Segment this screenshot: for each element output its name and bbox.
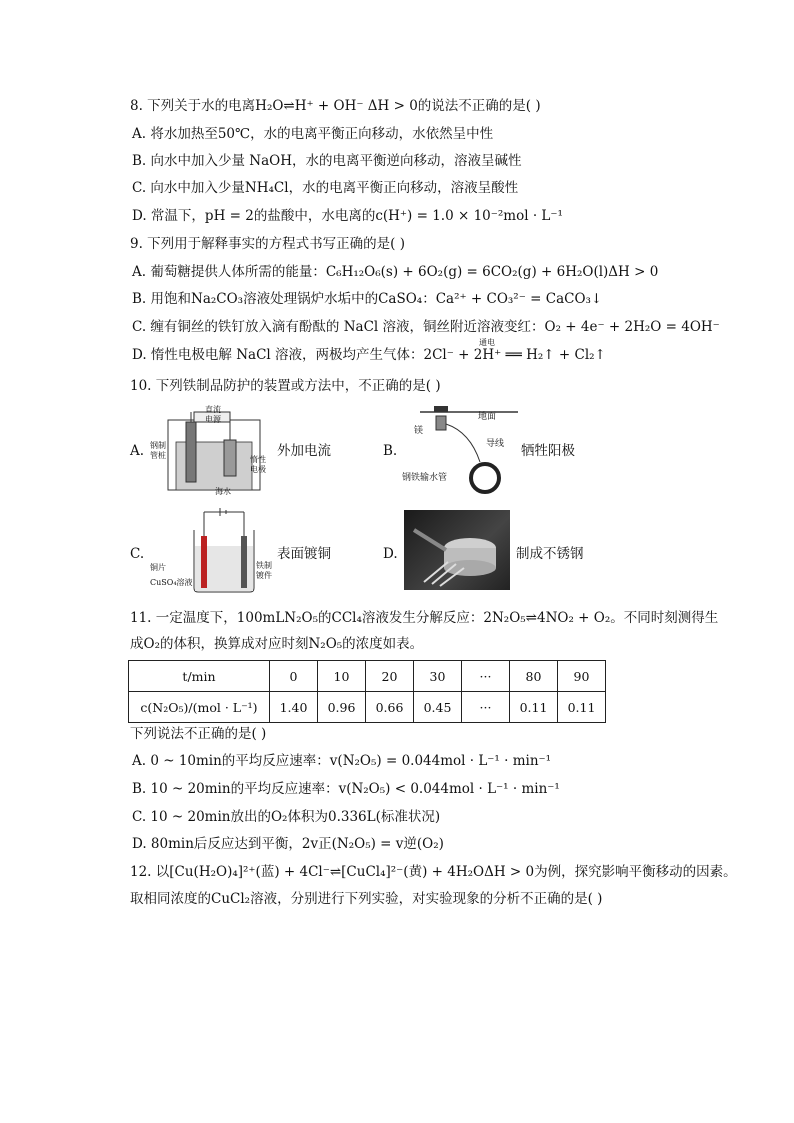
- table-cell: 0.96: [318, 692, 366, 723]
- fig-a-text-5: 惰性: [250, 455, 266, 464]
- table-row: [129, 661, 606, 692]
- table-cell: ···: [462, 661, 510, 692]
- fig-c-text-1: 铜片: [150, 563, 166, 572]
- q10-option-b-label: 牺牲阳极: [521, 443, 575, 459]
- q9-option-c: C. 缠有铜丝的铁钉放入滴有酚酞的 NaCl 溶液，铜丝附近溶液变红：O₂ + 4e⁻ + 2H₂O = 4OH⁻: [132, 319, 720, 335]
- q8-stem: 8. 下列关于水的电离H₂O⇌H⁺ + OH⁻ ΔH > 0的说法不正确的是( ): [130, 98, 541, 114]
- table-row: [129, 692, 606, 723]
- fig-a-text-3: 钢制: [150, 441, 166, 450]
- q11-option-d: D. 80min后反应达到平衡，2v正(N₂O₅) = v逆(O₂): [132, 836, 444, 852]
- fig-b-text-1: 地面: [478, 412, 497, 422]
- q12-stem-line2: 取相同浓度的CuCl₂溶液，分别进行下列实验，对实验现象的分析不正确的是( ): [130, 891, 603, 907]
- q8-option-d: D. 常温下，pH = 2的盐酸中，水电离的c(H⁺) = 1.0 × 10⁻²mol · L⁻¹: [132, 208, 563, 224]
- table-cell: ···: [462, 692, 510, 723]
- q10-option-a-label: 外加电流: [277, 443, 331, 459]
- fig-a-text-1: 直流: [205, 405, 221, 414]
- fig-c-text-4: 镀件: [256, 571, 272, 580]
- q11-stem-line2: 成O₂的体积，换算成对应时刻N₂O₅的浓度如表。: [130, 636, 424, 652]
- q11-stem-line1: 11. 一定温度下，100mLN₂O₅的CCl₄溶液发生分解反应：2N₂O₅⇌4NO₂ + O₂。不同时刻测得生: [130, 610, 719, 626]
- q9-option-a: A. 葡萄糖提供人体所需的能量：C₆H₁₂O₆(s) + 6O₂(g) = 6CO₂(g) + 6H₂O(l)ΔH > 0: [132, 264, 659, 280]
- q12-stem-line1: 12. 以[Cu(H₂O)₄]²⁺(蓝) + 4Cl⁻⇌[CuCl₄]²⁻(黄) + 4H₂OΔH > 0为例，探究影响平衡移动的因素。: [130, 864, 737, 880]
- sacrificial-anode-figure: [400, 402, 520, 502]
- fig-a-text-6: 电极: [250, 465, 266, 474]
- q10-option-d-label: 制成不锈钢: [516, 546, 584, 562]
- table-cell: 20: [366, 661, 414, 692]
- q8-option-b: B. 向水中加入少量 NaOH，水的电离平衡逆向移动，溶液呈碱性: [132, 153, 522, 169]
- q9-option-b: B. 用饱和Na₂CO₃溶液处理锅炉水垢中的CaSO₄：Ca²⁺ + CO₃²⁻ = CaCO₃↓: [132, 291, 603, 307]
- q11-sub-stem: 下列说法不正确的是( ): [130, 726, 267, 742]
- concentration-table: [128, 660, 606, 723]
- fig-a-text-4: 管桩: [150, 451, 166, 460]
- table-cell: 0.11: [510, 692, 558, 723]
- q10-option-b-letter: B.: [383, 443, 398, 459]
- fig-a-text-7: 海水: [215, 487, 231, 496]
- fig-a-text-2: 电源: [205, 415, 221, 424]
- fig-c-text-3: 铁制: [256, 561, 272, 570]
- table-cell: 0: [270, 661, 318, 692]
- table-cell: t/min: [129, 661, 270, 692]
- q11-option-c: C. 10 ~ 20min放出的O₂体积为0.336L(标准状况): [132, 809, 441, 825]
- stainless-steel-photo: [404, 510, 510, 590]
- fig-b-text-3: 导线: [486, 439, 505, 449]
- q9-d-condition: 通电: [479, 338, 495, 347]
- table-cell: 0.45: [414, 692, 462, 723]
- q10-option-c-label: 表面镀铜: [277, 546, 331, 562]
- table-cell: 10: [318, 661, 366, 692]
- q8-option-a: A. 将水加热至50℃，水的电离平衡正向移动，水依然呈中性: [132, 126, 494, 142]
- q9-option-d: D. 惰性电极电解 NaCl 溶液，两极均产生气体：2Cl⁻ + 2H⁺ ══ H₂↑ + Cl₂↑: [132, 347, 606, 363]
- q10-option-a-letter: A.: [130, 443, 145, 459]
- table-cell: 30: [414, 661, 462, 692]
- table-cell: c(N₂O₅)/(mol · L⁻¹): [129, 692, 270, 723]
- table-cell: 90: [558, 661, 606, 692]
- fig-b-text-4: 钢铁输水管: [402, 473, 448, 483]
- q11-option-b: B. 10 ~ 20min的平均反应速率：v(N₂O₅) < 0.044mol · L⁻¹ · min⁻¹: [132, 781, 560, 797]
- q10-stem: 10. 下列铁制品防护的装置或方法中，不正确的是( ): [130, 378, 441, 394]
- q9-stem: 9. 下列用于解释事实的方程式书写正确的是( ): [130, 236, 405, 252]
- q8-option-c: C. 向水中加入少量NH₄Cl，水的电离平衡正向移动，溶液呈酸性: [132, 180, 519, 196]
- fig-c-text-2: CuSO₄溶液: [150, 578, 193, 587]
- q10-option-c-letter: C.: [130, 546, 145, 562]
- q10-option-d-letter: D.: [383, 546, 398, 562]
- q11-option-a: A. 0 ~ 10min的平均反应速率：v(N₂O₅) = 0.044mol · L⁻¹ · min⁻¹: [132, 753, 552, 769]
- table-cell: 80: [510, 661, 558, 692]
- table-cell: 1.40: [270, 692, 318, 723]
- table-cell: 0.11: [558, 692, 606, 723]
- fig-b-text-2: 镁: [414, 426, 424, 436]
- copper-plating-figure: [180, 506, 280, 596]
- table-cell: 0.66: [366, 692, 414, 723]
